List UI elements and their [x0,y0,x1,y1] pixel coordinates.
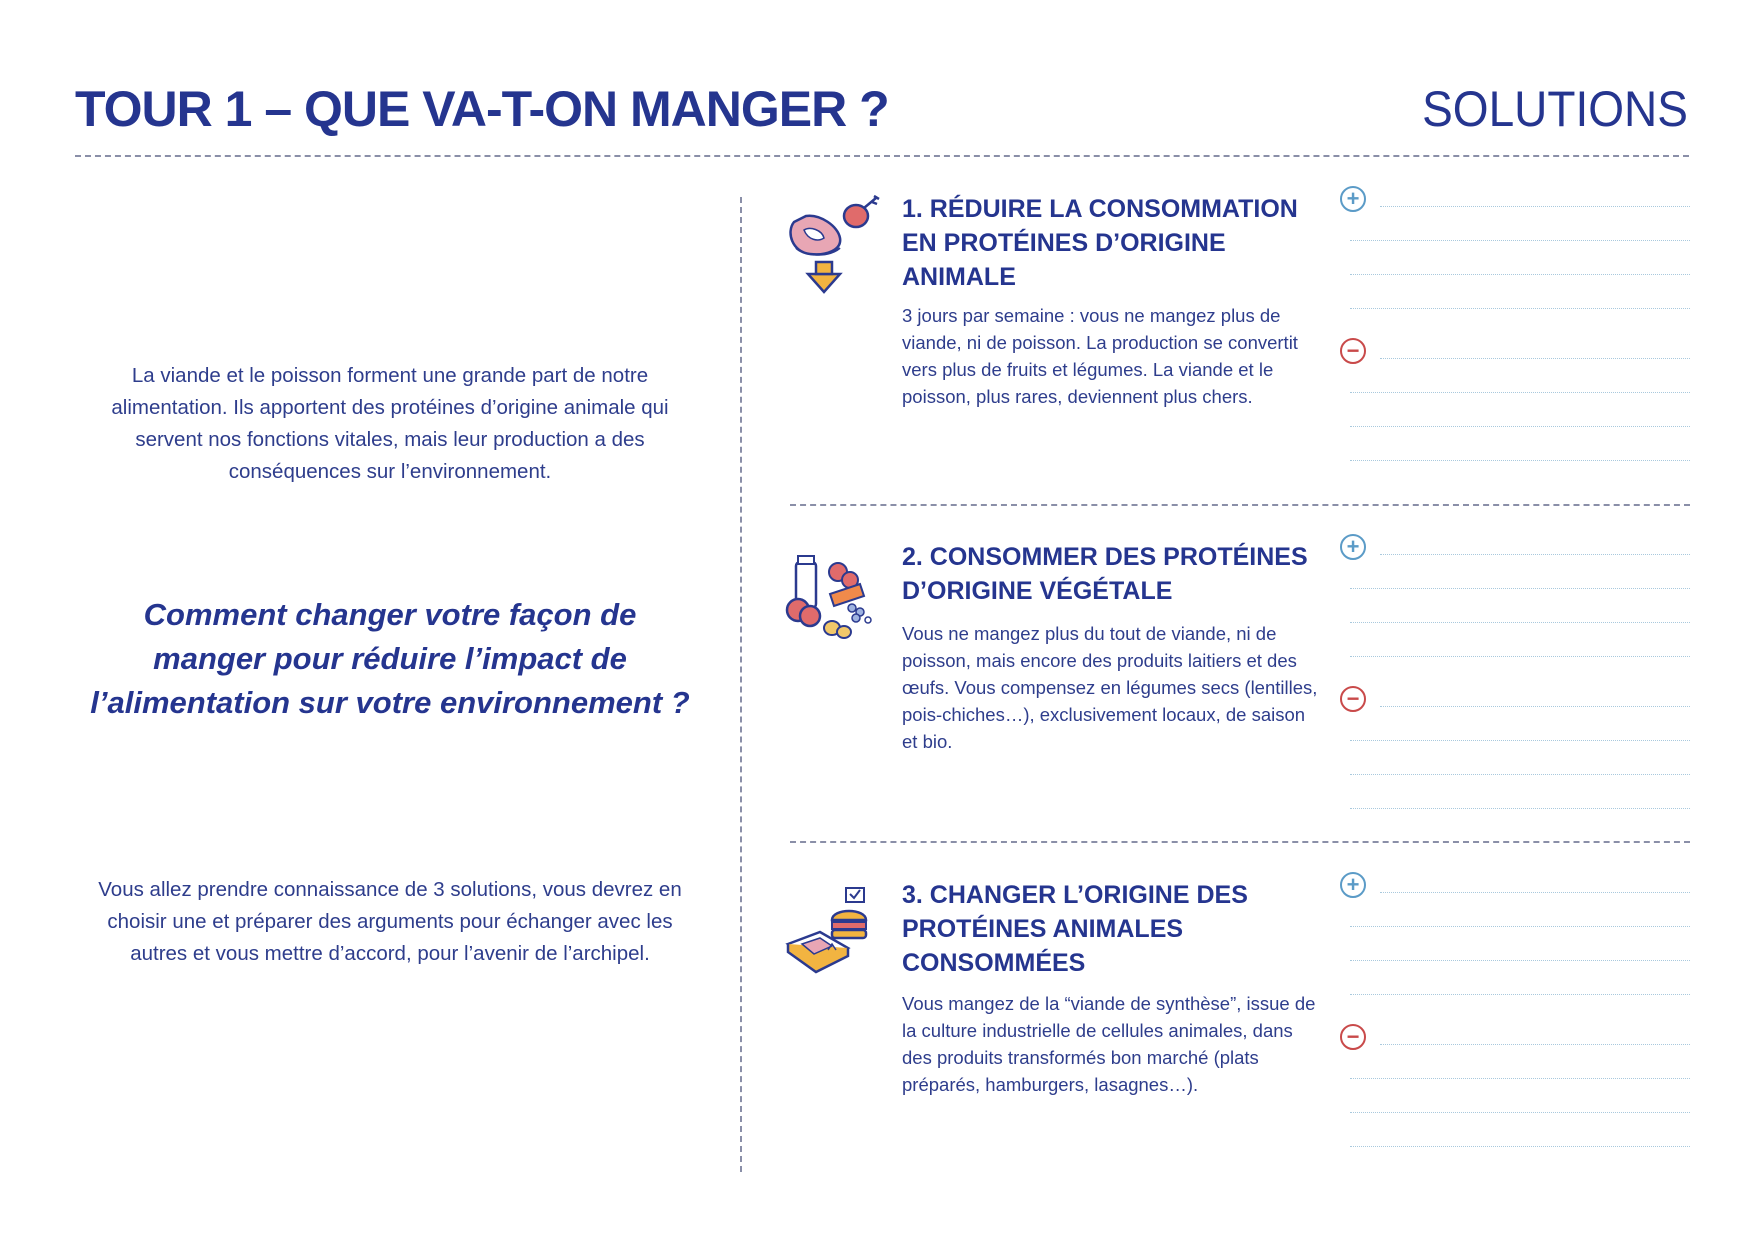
meat-reduction-icon [780,192,890,302]
solution-2-notes [1340,534,1690,820]
solution-2 [780,534,1690,840]
note-line[interactable] [1350,808,1690,809]
note-line[interactable] [1350,774,1690,775]
note-line[interactable] [1350,240,1690,241]
note-line[interactable] [1350,588,1690,589]
note-line[interactable] [1350,740,1690,741]
plus-icon: + [1340,534,1366,560]
note-line[interactable] [1350,960,1690,961]
note-line[interactable] [1350,1146,1690,1147]
plus-icon: + [1340,186,1366,212]
solution-1-description: 3 jours par semaine : vous ne mangez plus de viande, ni de poisson. La production se convertit vers plus de fruits et légumes. La viande et le poisson, plus rares, deviennent plus chers. [902,305,1298,407]
note-line[interactable] [1380,554,1690,555]
note-line[interactable] [1350,460,1690,461]
solution-3-title: 3. CHANGER L’ORIGINE DES PROTÉINES ANIMALES CONSOMMÉES [902,881,1248,977]
question-text: Comment changer votre façon de manger pour réduire l’impact de l’alimentation sur votre environnement ? [90,597,690,720]
vegetable-proteins-icon [780,544,890,654]
intro-text: La viande et le poisson forment une grande part de notre alimentation. Ils apportent des protéines d’origine animale qui servent nos fonctions vitales, mais leur production a des conséquences sur l’environnement. [111,364,669,483]
note-line[interactable] [1350,622,1690,623]
note-line[interactable] [1380,206,1690,207]
note-line[interactable] [1350,926,1690,927]
solution-1-title: 1. RÉDUIRE LA CONSOMMATION EN PROTÉINES D’ORIGINE ANIMALE [902,195,1298,291]
solution-divider [790,841,1690,843]
solution-1-notes [1340,186,1690,472]
note-line[interactable] [1350,274,1690,275]
header-divider [75,155,1689,157]
note-line[interactable] [1380,358,1690,359]
note-line[interactable] [1350,1112,1690,1113]
solution-divider [790,504,1690,506]
minus-icon: − [1340,338,1366,364]
solution-3-notes [1340,872,1690,1158]
minus-icon: − [1340,1024,1366,1050]
solution-2-description: Vous ne mangez plus du tout de viande, ni de poisson, mais encore des produits laitiers et des œufs. Vous compensez en légumes secs (lentilles, pois-chiches…), exclusivement locaux, de saison et bio. [902,623,1318,752]
note-line[interactable] [1350,994,1690,995]
note-line[interactable] [1350,426,1690,427]
note-line[interactable] [1350,656,1690,657]
solution-3-description: Vous mangez de la “viande de synthèse”, issue de la culture industrielle de cellules animales, dans des produits transformés bon marché (plats préparés, hamburgers, lasagnes…). [902,993,1316,1095]
note-line[interactable] [1380,1044,1690,1045]
plus-icon: + [1340,872,1366,898]
column-divider [740,197,742,1172]
page-title: TOUR 1 – QUE VA-T-ON MANGER ? [75,81,889,137]
solution-2-title: 2. CONSOMMER DES PROTÉINES D’ORIGINE VÉGÉTALE [902,543,1308,605]
solution-3 [780,872,1690,1178]
outro-text: Vous allez prendre connaissance de 3 solutions, vous devrez en choisir une et préparer des arguments pour échanger avec les autres et vous mettre d’accord, pour l’avenir de l’archipel. [98,878,682,965]
note-line[interactable] [1380,892,1690,893]
solutions-label: SOLUTIONS [1422,81,1688,137]
note-line[interactable] [1350,1078,1690,1079]
note-line[interactable] [1350,392,1690,393]
solution-1 [780,186,1690,492]
note-line[interactable] [1380,706,1690,707]
minus-icon: − [1340,686,1366,712]
note-line[interactable] [1350,308,1690,309]
processed-food-icon [780,882,890,992]
